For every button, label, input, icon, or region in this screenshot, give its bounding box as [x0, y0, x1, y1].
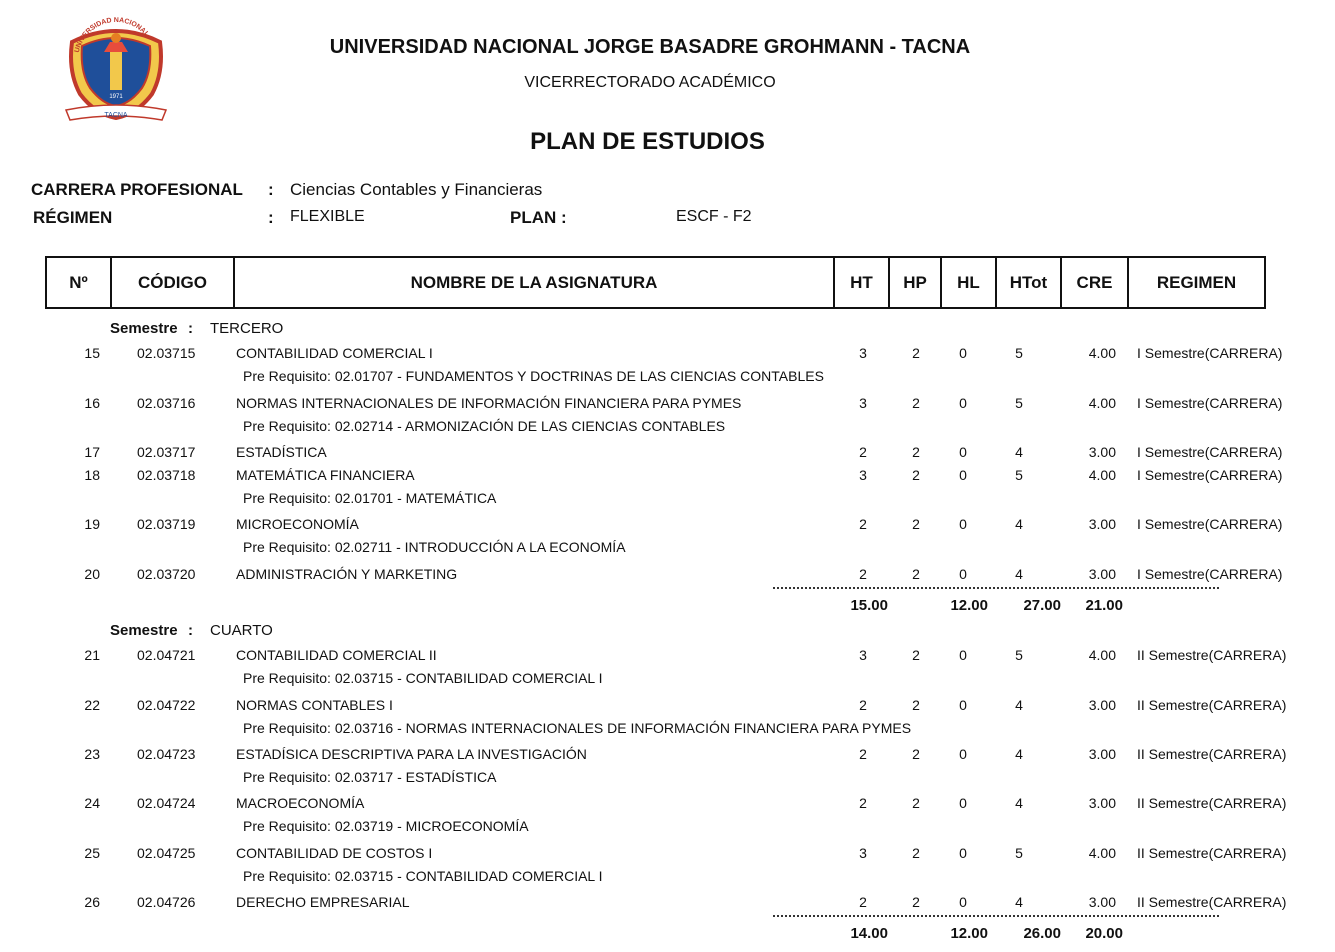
course-credits: 3.00: [1088, 566, 1116, 582]
course-name: NORMAS INTERNACIONALES DE INFORMACIÓN FINANCIERA PARA PYMES: [236, 395, 742, 411]
course-regimen: II Semestre(CARRERA): [1137, 746, 1287, 762]
course-regimen: II Semestre(CARRERA): [1137, 647, 1287, 663]
course-hl: 0: [959, 566, 967, 582]
course-regimen: I Semestre(CARRERA): [1137, 345, 1283, 361]
course-code: 02.03719: [137, 516, 196, 532]
header-hp: HP: [890, 258, 942, 307]
course-code: 02.03715: [137, 345, 196, 361]
course-credits: 3.00: [1088, 746, 1116, 762]
course-ht: 3: [859, 345, 867, 361]
course-regimen: I Semestre(CARRERA): [1137, 467, 1283, 483]
course-code: 02.03717: [137, 444, 196, 460]
header-hl: HL: [942, 258, 997, 307]
course-prerequisite: Pre Requisito: 02.02714 - ARMONIZACIÓN DE LAS CIENCIAS CONTABLES: [243, 418, 726, 434]
course-ht: 2: [859, 795, 867, 811]
course-ht: 2: [859, 566, 867, 582]
course-number: 18: [84, 467, 100, 483]
course-number: 16: [84, 395, 100, 411]
regimen-value: FLEXIBLE: [290, 208, 365, 225]
logo-text-top: UNIVERSIDAD NACIONAL: [73, 16, 151, 54]
course-prerequisite: Pre Requisito: 02.03717 - ESTADÍSTICA: [243, 769, 497, 785]
course-prerequisite: Pre Requisito: 02.01707 - FUNDAMENTOS Y DOCTRINAS DE LAS CIENCIAS CONTABLES: [243, 368, 824, 384]
course-credits: 3.00: [1088, 516, 1116, 532]
course-hl: 0: [959, 444, 967, 460]
course-htot: 4: [1015, 444, 1023, 460]
course-code: 02.04726: [137, 894, 196, 910]
course-code: 02.04723: [137, 746, 196, 762]
total-hl: 12.00: [950, 925, 988, 942]
course-ht: 2: [859, 746, 867, 762]
course-name: MICROECONOMÍA: [236, 516, 359, 532]
course-credits: 4.00: [1088, 845, 1116, 861]
course-code: 02.04721: [137, 647, 196, 663]
course-ht: 3: [859, 467, 867, 483]
course-regimen: I Semestre(CARRERA): [1137, 444, 1283, 460]
course-code: 02.03718: [137, 467, 196, 483]
course-credits: 4.00: [1088, 395, 1116, 411]
course-name: DERECHO EMPRESARIAL: [236, 894, 410, 910]
course-regimen: I Semestre(CARRERA): [1137, 516, 1283, 532]
course-name: ADMINISTRACIÓN Y MARKETING: [236, 566, 458, 582]
course-credits: 3.00: [1088, 444, 1116, 460]
course-hp: 2: [912, 697, 920, 713]
course-name: MATEMÁTICA FINANCIERA: [236, 467, 415, 483]
course-regimen: II Semestre(CARRERA): [1137, 697, 1287, 713]
course-credits: 4.00: [1088, 467, 1116, 483]
course-hp: 2: [912, 345, 920, 361]
course-htot: 5: [1015, 345, 1023, 361]
course-code: 02.04722: [137, 697, 196, 713]
course-htot: 4: [1015, 894, 1023, 910]
total-ht: 14.00: [850, 925, 888, 942]
semester-label: Semestre: [110, 622, 178, 639]
course-ht: 2: [859, 894, 867, 910]
total-hl: 12.00: [950, 597, 988, 614]
total-ht: 15.00: [850, 597, 888, 614]
totals-divider: [773, 915, 1219, 917]
regimen-colon: :: [268, 208, 274, 227]
header-ht: HT: [835, 258, 890, 307]
plan-value: ESCF - F2: [676, 208, 752, 225]
course-prerequisite: Pre Requisito: 02.03715 - CONTABILIDAD COMERCIAL I: [243, 868, 603, 884]
course-number: 22: [84, 697, 100, 713]
course-hl: 0: [959, 845, 967, 861]
course-name: ESTADÍSICA DESCRIPTIVA PARA LA INVESTIGACIÓN: [236, 746, 587, 762]
header-htot: HTot: [997, 258, 1062, 307]
course-regimen: II Semestre(CARRERA): [1137, 795, 1287, 811]
logo-city: TACNA: [104, 112, 128, 119]
course-hp: 2: [912, 395, 920, 411]
course-name: CONTABILIDAD DE COSTOS I: [236, 845, 433, 861]
course-regimen: II Semestre(CARRERA): [1137, 845, 1287, 861]
course-name: CONTABILIDAD COMERCIAL II: [236, 647, 437, 663]
office-name: VICERRECTORADO ACADÉMICO: [524, 74, 776, 91]
course-ht: 2: [859, 444, 867, 460]
course-hp: 2: [912, 795, 920, 811]
course-regimen: I Semestre(CARRERA): [1137, 395, 1283, 411]
course-htot: 4: [1015, 746, 1023, 762]
course-htot: 4: [1015, 566, 1023, 582]
header-course-name: NOMBRE DE LA ASIGNATURA: [235, 258, 835, 307]
university-logo: [60, 12, 172, 126]
course-number: 20: [84, 566, 100, 582]
course-number: 25: [84, 845, 100, 861]
course-number: 26: [84, 894, 100, 910]
course-hl: 0: [959, 647, 967, 663]
course-hp: 2: [912, 566, 920, 582]
course-hp: 2: [912, 647, 920, 663]
total-htot: 26.00: [1023, 925, 1061, 942]
course-hl: 0: [959, 697, 967, 713]
course-code: 02.04725: [137, 845, 196, 861]
header-regimen: REGIMEN: [1156, 272, 1237, 292]
semester-colon: :: [188, 320, 193, 337]
course-prerequisite: Pre Requisito: 02.03719 - MICROECONOMÍA: [243, 818, 529, 834]
course-code: 02.04724: [137, 795, 196, 811]
course-htot: 5: [1015, 395, 1023, 411]
carrera-label: CARRERA PROFESIONAL: [31, 180, 243, 199]
course-prerequisite: Pre Requisito: 02.01701 - MATEMÁTICA: [243, 490, 497, 506]
course-prerequisite: Pre Requisito: 02.03715 - CONTABILIDAD COMERCIAL I: [243, 670, 603, 686]
course-hl: 0: [959, 345, 967, 361]
course-name: NORMAS CONTABLES I: [236, 697, 393, 713]
course-ht: 2: [859, 697, 867, 713]
course-htot: 5: [1015, 845, 1023, 861]
course-ht: 3: [859, 845, 867, 861]
course-prerequisite: Pre Requisito: 02.02711 - INTRODUCCIÓN A LA ECONOMÍA: [243, 539, 626, 555]
course-hp: 2: [912, 467, 920, 483]
total-credits: 20.00: [1085, 925, 1123, 942]
total-htot: 27.00: [1023, 597, 1061, 614]
header-code: CÓDIGO: [112, 258, 235, 307]
table-header: [45, 256, 1266, 309]
course-hl: 0: [959, 516, 967, 532]
course-regimen: II Semestre(CARRERA): [1137, 894, 1287, 910]
course-hl: 0: [959, 795, 967, 811]
course-hp: 2: [912, 894, 920, 910]
semester-colon: :: [188, 622, 193, 639]
course-name: CONTABILIDAD COMERCIAL I: [236, 345, 433, 361]
course-name: ESTADÍSTICA: [236, 444, 327, 460]
course-credits: 3.00: [1088, 795, 1116, 811]
course-htot: 4: [1015, 795, 1023, 811]
course-credits: 3.00: [1088, 697, 1116, 713]
course-ht: 2: [859, 516, 867, 532]
course-htot: 5: [1015, 467, 1023, 483]
course-hp: 2: [912, 444, 920, 460]
course-number: 21: [84, 647, 100, 663]
header-cre: CRE: [1062, 258, 1129, 307]
course-name: MACROECONOMÍA: [236, 795, 365, 811]
course-credits: 4.00: [1088, 647, 1116, 663]
header-num: Nº: [47, 258, 112, 307]
course-code: 02.03720: [137, 566, 196, 582]
course-htot: 4: [1015, 516, 1023, 532]
course-number: 23: [84, 746, 100, 762]
logo-year: 1971: [109, 94, 123, 100]
carrera-value: Ciencias Contables y Financieras: [290, 180, 543, 199]
totals-divider: [773, 587, 1219, 589]
regimen-label: RÉGIMEN: [33, 208, 113, 227]
university-name: UNIVERSIDAD NACIONAL JORGE BASADRE GROHMANN - TACNA: [329, 36, 971, 58]
course-ht: 3: [859, 395, 867, 411]
document-title: PLAN DE ESTUDIOS: [530, 128, 765, 155]
course-hp: 2: [912, 516, 920, 532]
course-credits: 4.00: [1088, 345, 1116, 361]
semester-name: TERCERO: [210, 320, 284, 337]
course-prerequisite: Pre Requisito: 02.03716 - NORMAS INTERNACIONALES DE INFORMACIÓN FINANCIERA PARA PYMES: [243, 720, 912, 736]
course-code: 02.03716: [137, 395, 196, 411]
course-hl: 0: [959, 395, 967, 411]
course-hp: 2: [912, 746, 920, 762]
course-hl: 0: [959, 467, 967, 483]
course-number: 17: [84, 444, 100, 460]
course-number: 19: [84, 516, 100, 532]
course-regimen: I Semestre(CARRERA): [1137, 566, 1283, 582]
carrera-colon: :: [268, 180, 274, 199]
course-ht: 3: [859, 647, 867, 663]
semester-name: CUARTO: [210, 622, 273, 639]
course-htot: 5: [1015, 647, 1023, 663]
semester-label: Semestre: [110, 320, 178, 337]
course-number: 15: [84, 345, 100, 361]
course-credits: 3.00: [1088, 894, 1116, 910]
course-hl: 0: [959, 894, 967, 910]
course-hl: 0: [959, 746, 967, 762]
course-hp: 2: [912, 845, 920, 861]
total-credits: 21.00: [1085, 597, 1123, 614]
course-htot: 4: [1015, 697, 1023, 713]
plan-label: PLAN :: [510, 208, 567, 227]
course-number: 24: [84, 795, 100, 811]
